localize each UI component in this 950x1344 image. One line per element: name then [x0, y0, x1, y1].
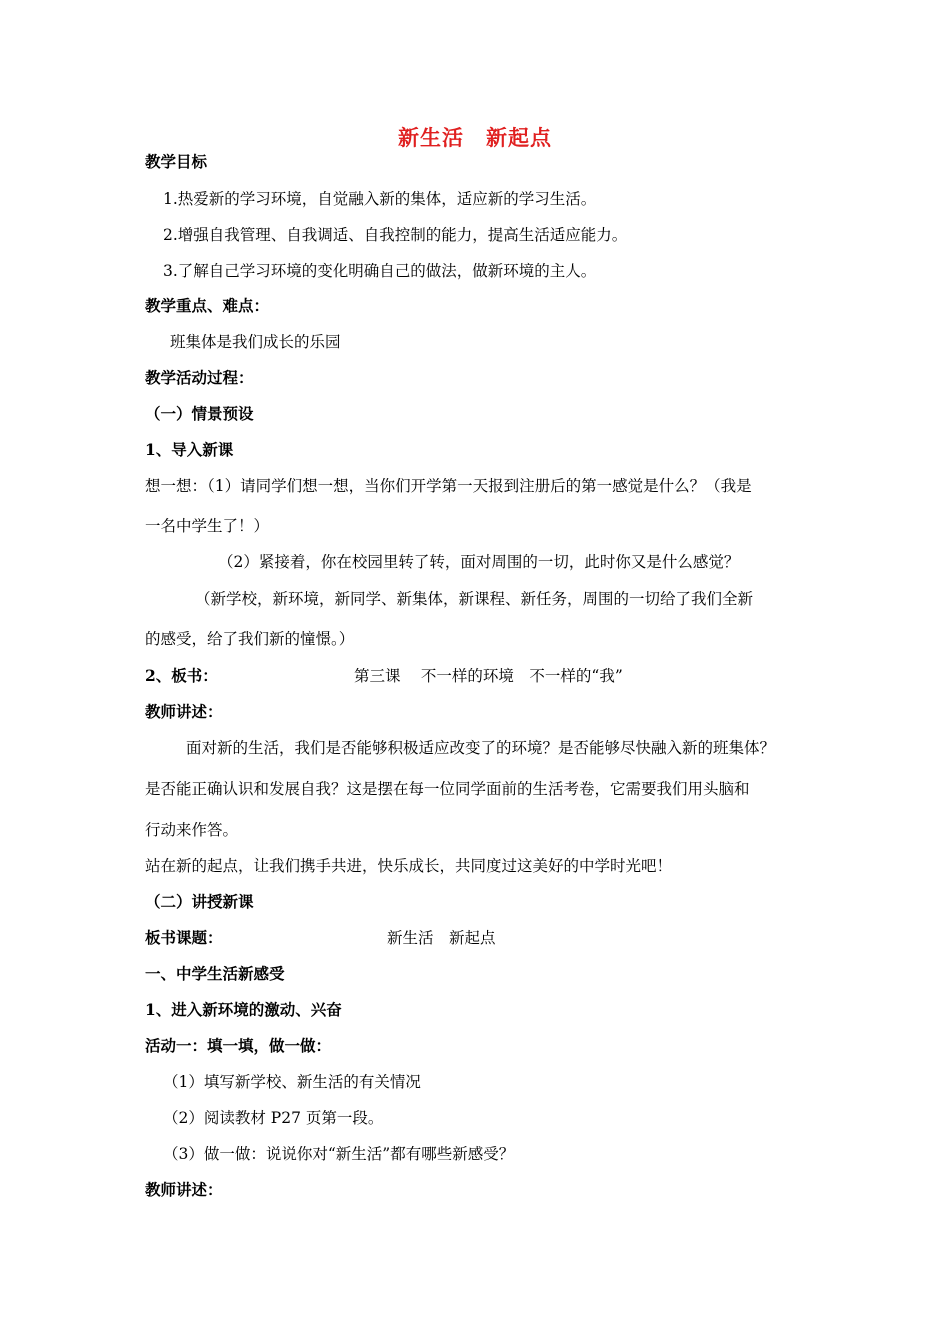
part1-subheading: 1、进入新环境的激动、兴奋 — [145, 1000, 342, 1019]
think-line-1: 想一想：（1）请同学们想一想，当你们开学第一天报到注册后的第一感觉是什么？（我是 — [145, 477, 752, 495]
board-label: 2、板书： — [145, 666, 218, 685]
teacher-talk-heading-2: 教师讲述： — [145, 1180, 223, 1199]
section1-heading: （一）情景预设 — [145, 404, 254, 423]
think-answer-2-line-1: （新学校，新环境，新同学、新集体，新课程、新任务，周围的一切给了我们全新 — [195, 590, 754, 608]
board-text: 第三课 不一样的环境 不一样的“我” — [354, 667, 623, 685]
activity1-heading: 活动一：填一填，做一做： — [145, 1036, 332, 1055]
document-title: 新生活 新起点 — [398, 125, 552, 150]
activity1-item: （3）做一做：说说你对“新生活”都有哪些新感受？ — [163, 1145, 515, 1163]
talk-line-3: 行动来作答。 — [145, 821, 239, 839]
think-answer-2-line-2: 的感受，给了我们新的憧憬。） — [145, 630, 355, 648]
objective-item: 2.增强自我管理、自我调适、自我控制的能力，提高生活适应能力。 — [163, 226, 628, 244]
board-topic-text: 新生活 新起点 — [387, 929, 496, 947]
talk-line-4: 站在新的起点，让我们携手共进，快乐成长，共同度过这美好的中学时光吧！ — [145, 857, 673, 875]
objective-item: 3.了解自己学习环境的变化明确自己的做法，做新环境的主人。 — [163, 262, 597, 280]
process-heading: 教学活动过程： — [145, 368, 254, 387]
intro-heading: 1、导入新课 — [145, 440, 234, 459]
objective-item: 1.热爱新的学习环境，自觉融入新的集体，适应新的学习生活。 — [163, 190, 597, 208]
activity1-item: （2）阅读教材 P27 页第一段。 — [163, 1109, 384, 1127]
key-points-text: 班集体是我们成长的乐园 — [170, 333, 341, 351]
teacher-talk-heading: 教师讲述： — [145, 702, 223, 721]
objectives-heading: 教学目标 — [145, 152, 208, 171]
think-question-2: （2）紧接着，你在校园里转了转，面对周围的一切，此时你又是什么感觉？ — [218, 553, 740, 571]
part1-heading: 一、中学生活新感受 — [145, 964, 285, 983]
talk-line-2: 是否能正确认识和发展自我？这是摆在每一位同学面前的生活考卷，它需要我们用头脑和 — [145, 780, 750, 798]
think-line-2: 一名中学生了！） — [145, 517, 270, 535]
activity1-item: （1）填写新学校、新生活的有关情况 — [163, 1073, 421, 1091]
key-points-heading: 教学重点、难点： — [145, 296, 270, 315]
board-topic-label: 板书课题： — [145, 928, 223, 947]
section2-heading: （二）讲授新课 — [145, 892, 254, 911]
talk-line-1: 面对新的生活，我们是否能够积极适应改变了的环境？是否能够尽快融入新的班集体？ — [186, 739, 776, 757]
